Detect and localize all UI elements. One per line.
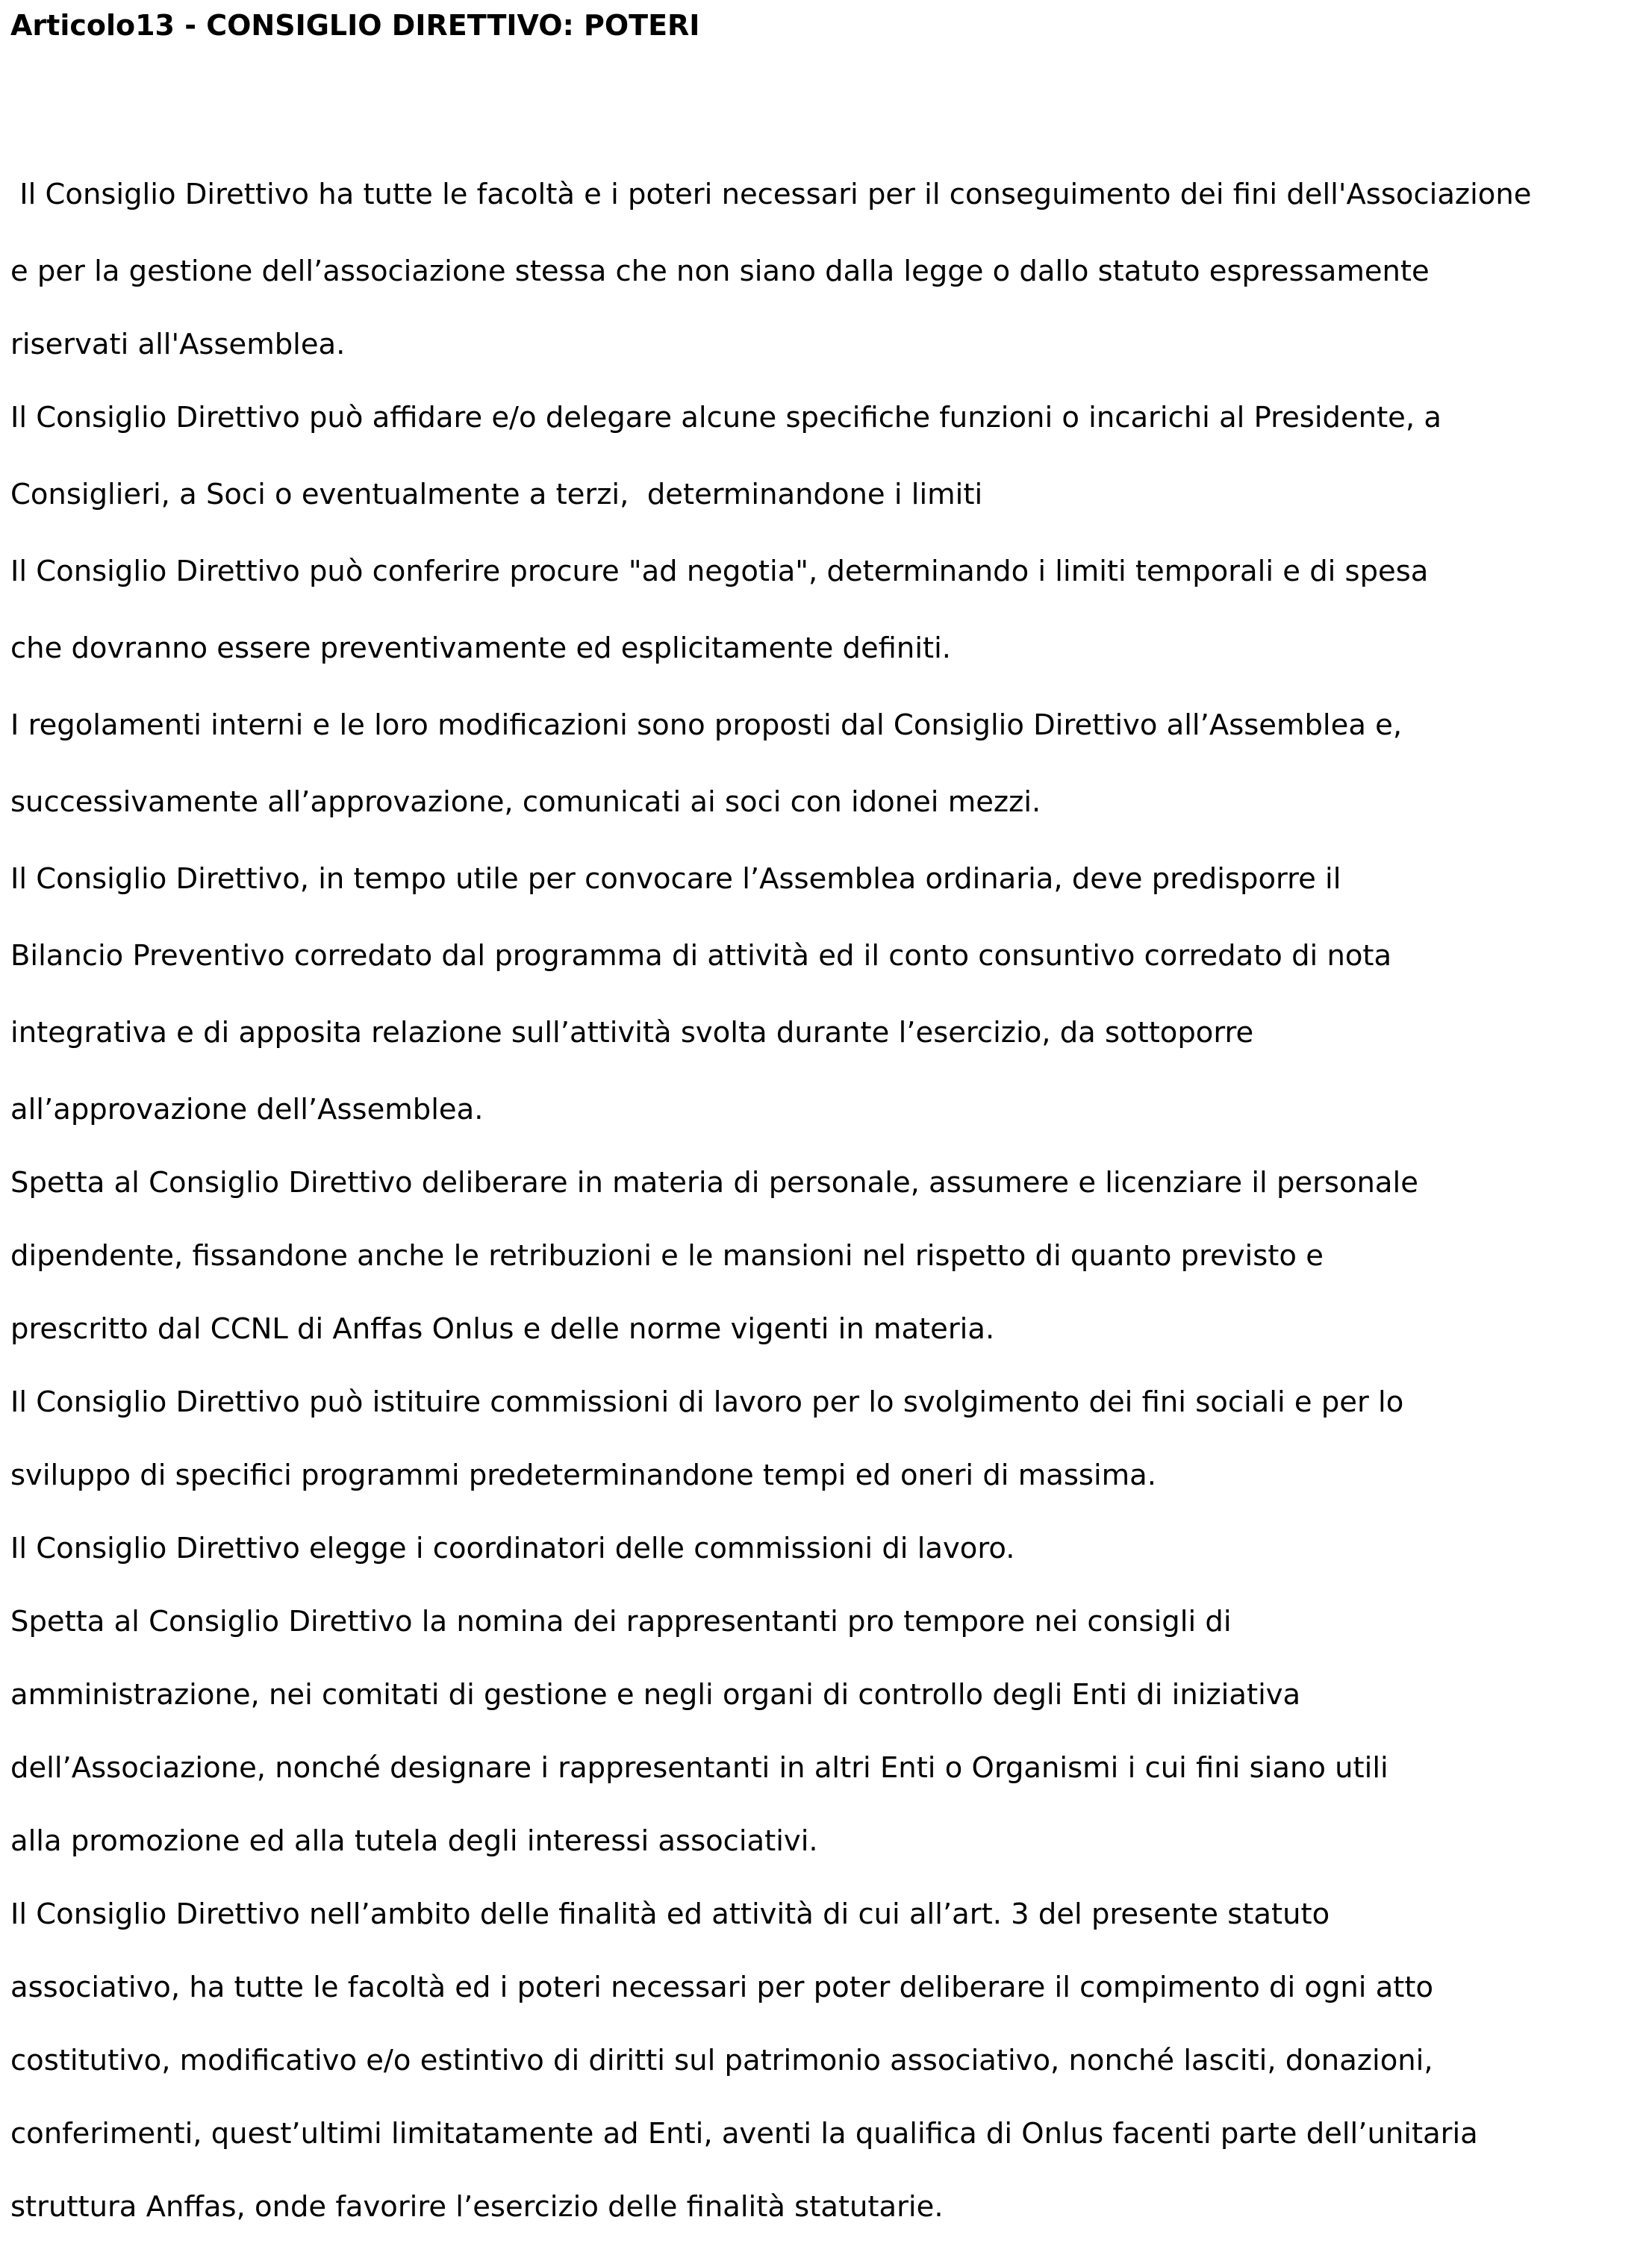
article-body: [10, 175, 1645, 2261]
text-line: sviluppo di specifici programmi predeterminandone tempi ed oneri di massima.: [10, 1459, 1156, 1492]
text-line: amministrazione, nei comitati di gestione e negli organi di controllo degli Enti di iniziativa: [10, 1678, 1301, 1712]
text-line: Spetta al Consiglio Direttivo la nomina dei rappresentanti pro tempore nei consigli di: [10, 1605, 1232, 1638]
text-line: dipendente, fissandone anche le retribuzioni e le mansioni nel rispetto di quanto previsto e: [10, 1239, 1324, 1273]
text-line: Il Consiglio Direttivo, in tempo utile per convocare l’Assemblea ordinaria, deve predisporre il: [10, 862, 1341, 896]
text-line: Il Consiglio Direttivo ha tutte le facoltà e i poteri necessari per il conseguimento dei fini dell'Associazione: [10, 178, 1532, 211]
text-line: dell’Associazione, nonché designare i rappresentanti in altri Enti o Organismi i cui fini siano utili: [10, 1751, 1388, 1785]
text-line: Il Consiglio Direttivo nell’ambito delle finalità ed attività di cui all’art. 3 del presente statuto: [10, 1897, 1330, 1931]
text-line: conferimenti, quest’ultimi limitatamente ad Enti, aventi la qualifica di Onlus facenti parte dell’unitaria: [10, 2117, 1478, 2151]
text-line: Consiglieri, a Soci o eventualmente a terzi, determinandone i limiti: [10, 478, 983, 511]
text-line: alla promozione ed alla tutela degli interessi associativi.: [10, 1824, 818, 1858]
text-line: Bilancio Preventivo corredato dal programma di attività ed il conto consuntivo corredato di nota: [10, 939, 1392, 973]
text-line: riservati all'Assemblea.: [10, 328, 346, 361]
text-line: successivamente all’approvazione, comunicati ai soci con idonei mezzi.: [10, 785, 1041, 819]
text-line: Spetta al Consiglio Direttivo deliberare in materia di personale, assumere e licenziare il personale: [10, 1166, 1418, 1200]
text-line: Il Consiglio Direttivo può conferire procure "ad negotia", determinando i limiti temporali e di spesa: [10, 555, 1429, 588]
text-line: Il Consiglio Direttivo elegge i coordinatori delle commissioni di lavoro.: [10, 1532, 1015, 1565]
text-line: prescritto dal CCNL di Anffas Onlus e delle norme vigenti in materia.: [10, 1312, 995, 1346]
article-title: Articolo13 - CONSIGLIO DIRETTIVO: POTERI: [10, 9, 700, 42]
text-line: all’approvazione dell’Assemblea.: [10, 1093, 484, 1126]
text-line: e per la gestione dell’associazione stessa che non siano dalla legge o dallo statuto espressamente: [10, 255, 1430, 288]
text-line: Il Consiglio Direttivo può istituire commissioni di lavoro per lo svolgimento dei fini sociali e per lo: [10, 1385, 1404, 1419]
text-line: associativo, ha tutte le facoltà ed i poteri necessari per poter deliberare il compimento di ogni atto: [10, 1971, 1434, 2004]
text-line: I regolamenti interni e le loro modificazioni sono proposti dal Consiglio Direttivo all’Assemblea e,: [10, 708, 1403, 742]
text-line: che dovranno essere preventivamente ed esplicitamente definiti.: [10, 631, 952, 665]
text-line: Il Consiglio Direttivo può affidare e/o delegare alcune specifiche funzioni o incarichi al Presidente, a: [10, 401, 1441, 434]
text-line: costitutivo, modificativo e/o estintivo di diritti sul patrimonio associativo, nonché lasciti, donazioni,: [10, 2044, 1433, 2077]
text-line: struttura Anffas, onde favorire l’esercizio delle finalità statutarie.: [10, 2190, 944, 2224]
text-line: integrativa e di apposita relazione sull’attività svolta durante l’esercizio, da sottoporre: [10, 1016, 1254, 1050]
